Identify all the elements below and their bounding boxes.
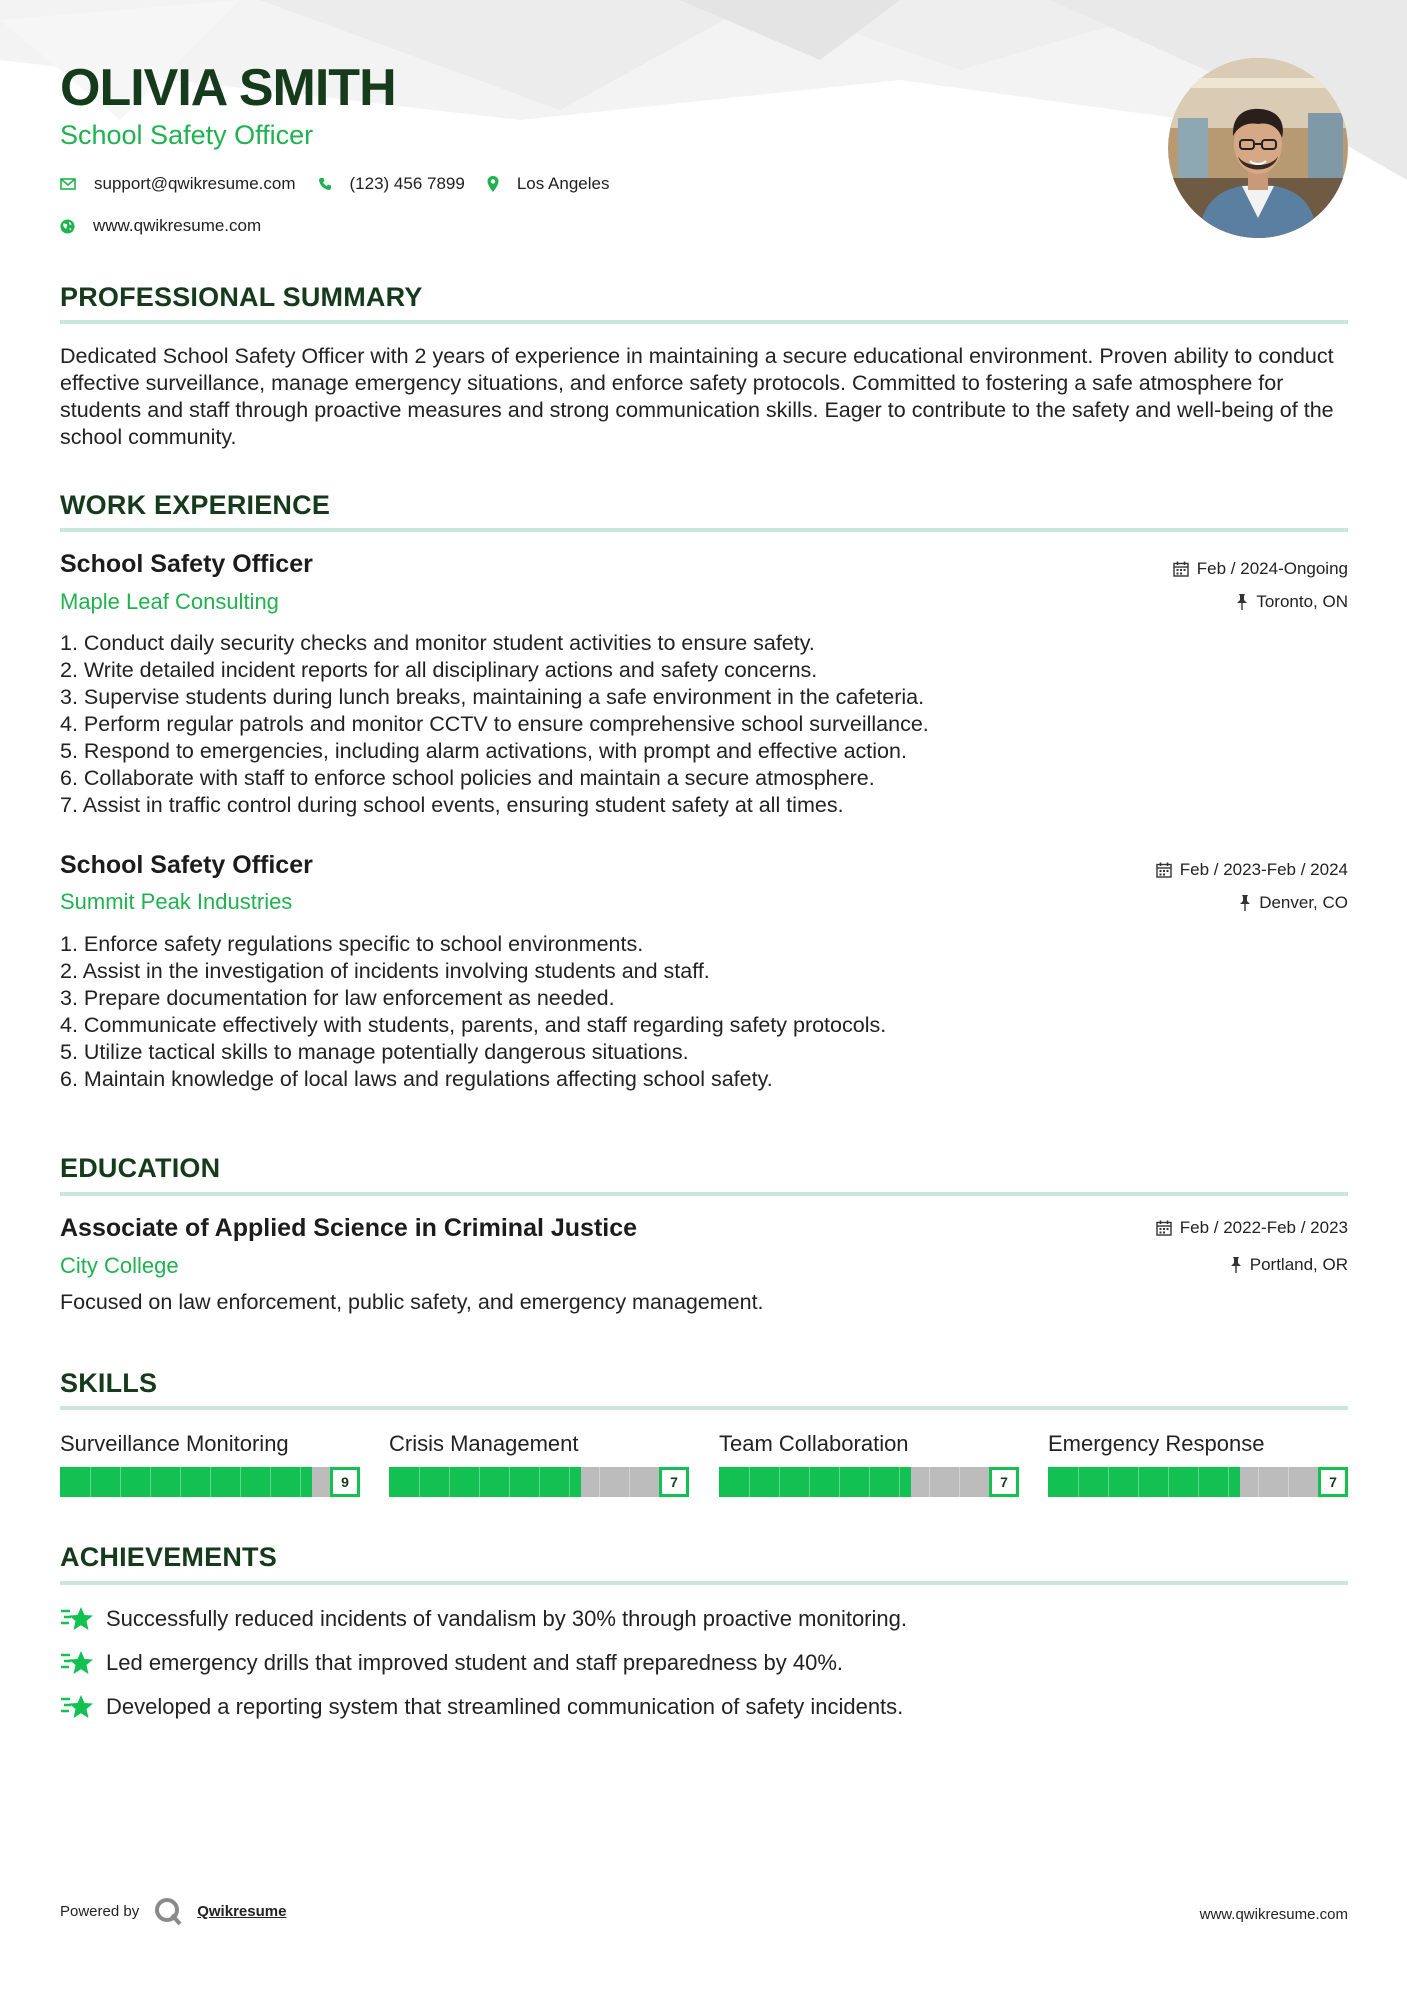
degree-title: Associate of Applied Science in Criminal Justice [60, 1214, 638, 1242]
skill-bar-segment [449, 1467, 450, 1497]
job-dates [1156, 860, 1348, 880]
pushpin-icon [1239, 895, 1251, 911]
skill-item [719, 1431, 1019, 1497]
skill-item [389, 1431, 689, 1497]
skill-bar-fill [1048, 1467, 1240, 1497]
skill-bar [1048, 1467, 1348, 1497]
skill-score: 9 [330, 1467, 360, 1497]
skill-bar-segment [240, 1467, 241, 1497]
achievement-item [60, 1605, 907, 1633]
summary-text: Dedicated School Safety Officer with 2 years of experience in maintaining a secure educational environment. Proven ability to conduct effective surveillance, manage emergency situations, and enforce safety protocols. Committed to fostering a safe atmosphere for students and staff through proactive measures and strong communication skills. Eager to contribute to the safety and well-being of the school community. [60, 344, 1334, 449]
calendar-icon [1156, 862, 1172, 878]
footer-powered-by [60, 1896, 286, 1926]
phone-text[interactable]: (123) 456 7899 [349, 174, 465, 193]
qwikresume-logo [153, 1896, 183, 1926]
profile-photo [1168, 58, 1348, 238]
skill-name: Crisis Management [389, 1431, 579, 1456]
skill-bar-segment [509, 1467, 510, 1497]
phone-icon [318, 177, 332, 191]
skill-bar-segment [150, 1467, 151, 1497]
email-item[interactable] [60, 174, 296, 194]
star-icon [60, 1605, 94, 1633]
job-location-text: Denver, CO [1259, 893, 1348, 912]
job-title: School Safety Officer [60, 851, 313, 879]
website-item[interactable] [60, 216, 261, 236]
contact-row-secondary [60, 216, 283, 236]
summary-divider [60, 320, 1348, 324]
skill-bar-segment [839, 1467, 840, 1497]
skill-bar-segment [1288, 1467, 1289, 1497]
star-icon [60, 1649, 94, 1677]
job-title: School Safety Officer [60, 550, 313, 578]
skill-item [1048, 1431, 1348, 1497]
job-location [1239, 893, 1348, 913]
globe-icon [60, 219, 75, 234]
map-pin-icon [487, 176, 499, 192]
job-company: Summit Peak Industries [60, 889, 293, 914]
skill-bar [389, 1467, 689, 1497]
education-dates-text: Feb / 2022-Feb / 2023 [1179, 1218, 1348, 1237]
website-text[interactable]: www.qwikresume.com [93, 216, 262, 235]
skill-bar-segment [1228, 1467, 1229, 1497]
star-icon [60, 1693, 94, 1721]
skills-divider [60, 1406, 1348, 1410]
skill-bar-segment [90, 1467, 91, 1497]
skill-bar-segment [629, 1467, 630, 1497]
duty-item: 5. Respond to emergencies, including alarm activations, with prompt and effective action. [60, 739, 907, 763]
skill-bar-segment [1168, 1467, 1169, 1497]
job-dates-text: Feb / 2023-Feb / 2024 [1179, 860, 1348, 879]
envelope-icon [60, 178, 76, 190]
skill-bar-fill [60, 1467, 312, 1497]
job-location-text: Toronto, ON [1256, 592, 1348, 611]
education-description: Focused on law enforcement, public safety, and emergency management. [60, 1290, 764, 1314]
experience-heading: WORK EXPERIENCE [60, 490, 331, 520]
achievement-text: Developed a reporting system that streamlined communication of safety incidents. [106, 1694, 904, 1719]
skill-bar-segment [929, 1467, 930, 1497]
skill-bar-segment [1198, 1467, 1199, 1497]
job-location [1236, 592, 1348, 612]
candidate-name: OLIVIA SMITH [60, 59, 396, 117]
achievement-text: Successfully reduced incidents of vandalism by 30% through proactive monitoring. [106, 1606, 907, 1631]
skill-bar-segment [479, 1467, 480, 1497]
education-location [1230, 1255, 1348, 1275]
skill-bar-segment [1108, 1467, 1109, 1497]
profile-photo-illustration [1168, 58, 1348, 238]
skill-bar [60, 1467, 360, 1497]
education-divider [60, 1192, 1348, 1196]
skill-bar-segment [419, 1467, 420, 1497]
skill-bar-segment [959, 1467, 960, 1497]
calendar-icon [1173, 561, 1189, 577]
duty-item: 6. Collaborate with staff to enforce school policies and maintain a secure atmosphere. [60, 766, 875, 790]
job-dates [1173, 559, 1348, 579]
achievement-text: Led emergency drills that improved student and staff preparedness by 40%. [106, 1650, 844, 1675]
achievement-item [60, 1649, 843, 1677]
school-name: City College [60, 1253, 179, 1278]
skill-bar-segment [180, 1467, 181, 1497]
powered-by-label: Powered by [60, 1902, 140, 1920]
email-text[interactable]: support@qwikresume.com [94, 174, 296, 193]
skill-score: 7 [989, 1467, 1019, 1497]
skill-bar-segment [210, 1467, 211, 1497]
footer-website[interactable]: www.qwikresume.com [1199, 1906, 1348, 1923]
achievements-heading: ACHIEVEMENTS [60, 1542, 277, 1572]
job-company: Maple Leaf Consulting [60, 589, 279, 614]
skill-bar-segment [809, 1467, 810, 1497]
skill-name: Surveillance Monitoring [60, 1431, 289, 1456]
skill-bar-segment [899, 1467, 900, 1497]
skill-name: Emergency Response [1048, 1431, 1265, 1456]
skill-bar-segment [270, 1467, 271, 1497]
skill-score: 7 [1318, 1467, 1348, 1497]
education-dates [1156, 1218, 1348, 1238]
skill-bar-segment [120, 1467, 121, 1497]
skill-bar-fill [719, 1467, 911, 1497]
duty-item: 3. Prepare documentation for law enforcement as needed. [60, 986, 615, 1010]
skill-score: 7 [659, 1467, 689, 1497]
achievements-divider [60, 1581, 1348, 1585]
calendar-icon [1156, 1220, 1172, 1236]
skill-bar-segment [1258, 1467, 1259, 1497]
phone-item[interactable] [318, 174, 465, 194]
duty-item: 1. Enforce safety regulations specific to school environments. [60, 932, 644, 956]
skill-bar-segment [1138, 1467, 1139, 1497]
skill-bar [719, 1467, 1019, 1497]
duty-item: 1. Conduct daily security checks and monitor student activities to ensure safety. [60, 631, 815, 655]
skill-bar-segment [599, 1467, 600, 1497]
summary-heading: PROFESSIONAL SUMMARY [60, 282, 423, 312]
job-dates-text: Feb / 2024-Ongoing [1196, 559, 1348, 578]
duty-item: 4. Communicate effectively with students, parents, and staff regarding safety protocols. [60, 1013, 887, 1037]
contact-row-primary [60, 174, 631, 194]
duty-item: 2. Write detailed incident reports for all disciplinary actions and safety concerns. [60, 658, 818, 682]
skill-bar-segment [749, 1467, 750, 1497]
skill-item [60, 1431, 360, 1497]
skill-bar-segment [1078, 1467, 1079, 1497]
job-duties-list [60, 931, 886, 1093]
skill-bar-segment [300, 1467, 301, 1497]
skills-heading: SKILLS [60, 1368, 158, 1398]
duty-item: 6. Maintain knowledge of local laws and regulations affecting school safety. [60, 1067, 773, 1091]
skill-bar-segment [539, 1467, 540, 1497]
education-location-text: Portland, OR [1249, 1255, 1348, 1274]
duty-item: 5. Utilize tactical skills to manage potentially dangerous situations. [60, 1040, 689, 1064]
candidate-role: School Safety Officer [60, 120, 314, 150]
experience-divider [60, 528, 1348, 532]
qwikresume-link[interactable]: Qwikresume [197, 1902, 287, 1920]
achievement-item [60, 1693, 903, 1721]
pushpin-icon [1236, 594, 1248, 610]
duty-item: 7. Assist in traffic control during school events, ensuring student safety at all times. [60, 793, 844, 817]
pushpin-icon [1230, 1257, 1242, 1273]
skill-name: Team Collaboration [719, 1431, 909, 1456]
skill-bar-segment [569, 1467, 570, 1497]
skill-bar-fill [389, 1467, 581, 1497]
duty-item: 3. Supervise students during lunch breaks, maintaining a safe environment in the cafeteria. [60, 685, 925, 709]
education-heading: EDUCATION [60, 1153, 221, 1183]
skill-bar-segment [869, 1467, 870, 1497]
location-text: Los Angeles [516, 174, 610, 193]
duty-item: 2. Assist in the investigation of incidents involving students and staff. [60, 959, 710, 983]
duty-item: 4. Perform regular patrols and monitor CCTV to ensure comprehensive school surveillance. [60, 712, 929, 736]
skill-bar-segment [779, 1467, 780, 1497]
job-duties-list [60, 630, 929, 819]
location-item [487, 174, 610, 194]
